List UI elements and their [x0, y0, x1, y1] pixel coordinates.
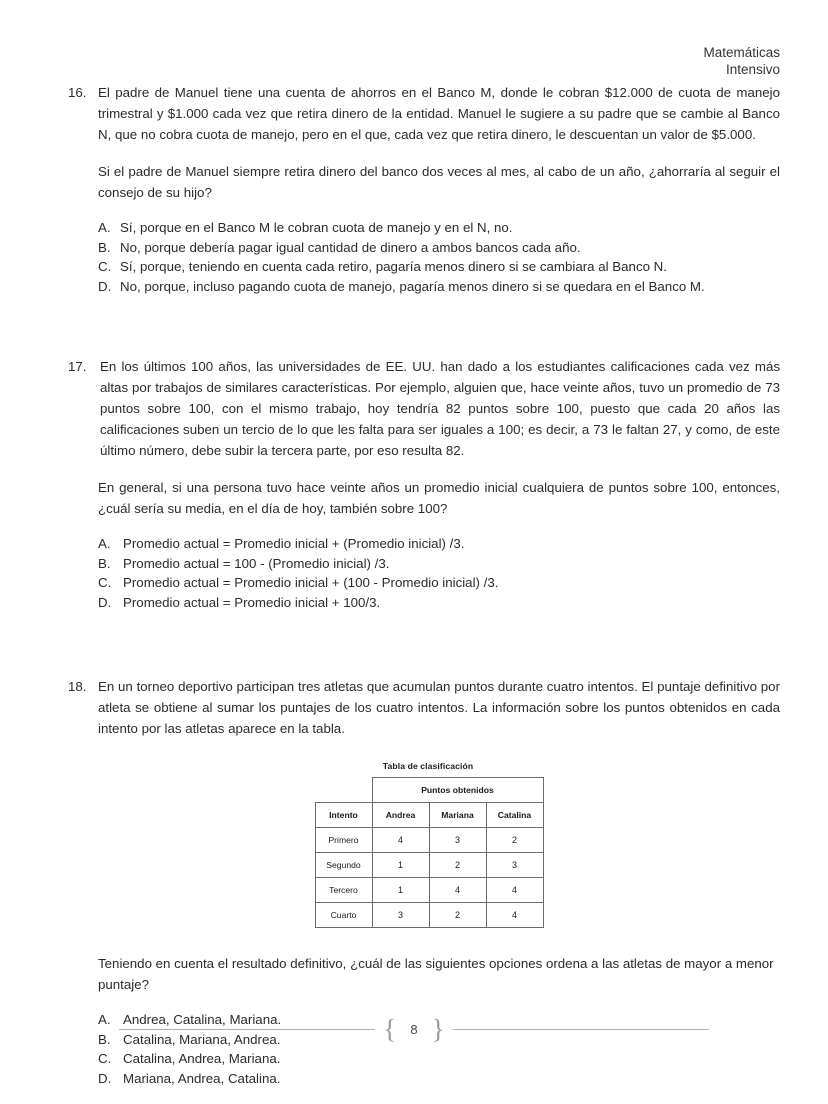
question-16-number: 16. [68, 85, 87, 100]
table-row [315, 853, 543, 878]
option-text: Promedio actual = Promedio inicial + (100 - Promedio inicial) /3. [123, 575, 499, 590]
option-item[interactable] [98, 1069, 780, 1089]
option-letter: D. [98, 1070, 112, 1086]
question-17-prompt: En general, si una persona tuvo hace veinte años un promedio inicial cualquiera de puntos sobre 100, entonces, ¿cuál sería su media, en el día de hoy, también sobre 100? [98, 480, 780, 516]
option-item[interactable] [98, 1049, 780, 1069]
option-letter: C. [98, 259, 112, 274]
option-text: Sí, porque, teniendo en cuenta cada retiro, pagaría menos dinero si se cambiara al Banco N. [120, 259, 667, 274]
table-header-athlete: Mariana [429, 803, 486, 828]
table-row-label: Cuarto [315, 903, 372, 928]
header-program: Intensivo [725, 62, 780, 77]
option-text: Promedio actual = Promedio inicial + 100/3. [123, 594, 381, 610]
question-16-stem: El padre de Manuel tiene una cuenta de ahorros en el Banco M, donde le cobran $12.000 de cuota de manejo trimestral y $1.000 cada vez que retira dinero de la entidad. Manuel le sugiere a su padre que se cambie al Banco N, que no cobra cuota de manejo, pero en el que, cada vez que retira dinero, le descuentan un valor de $5.000. [98, 85, 780, 142]
table-header-span-row [315, 778, 543, 803]
table-row [315, 828, 543, 853]
table-corner-blank [315, 778, 372, 803]
footer-rule-left [119, 1029, 375, 1030]
option-text: No, porque, incluso pagando cuota de manejo, pagaría menos dinero si se quedara en el Banco M. [120, 278, 705, 294]
page-footer [0, 1016, 828, 1043]
question-17-options [98, 534, 780, 612]
option-letter: A. [98, 536, 111, 551]
question-18-number: 18. [68, 679, 87, 694]
option-item[interactable] [98, 593, 780, 613]
question-16-stem-row [68, 82, 780, 145]
option-text: Sí, porque en el Banco M le cobran cuota de manejo y en el N, no. [120, 220, 513, 235]
option-text: Mariana, Andrea, Catalina. [123, 1070, 281, 1086]
header-subject: Matemáticas [703, 45, 780, 60]
question-17-stem: En los últimos 100 años, las universidades de EE. UU. han dado a los estudiantes calificaciones cada vez más altas por trabajos de similares características. Por ejemplo, alguien que, hace veinte años, tuvo un promedio de 73 puntos sobre 100, con el mismo trabajo, hoy tendría 82 puntos sobre 100, puesto que cada 20 años las calificaciones suben un tercio de lo que les falta para ser iguales a 100; es decir, a 73 le faltan 27, y como, de este último número, debe subir la tercera parte, por eso resulta 82. [100, 359, 780, 458]
table-cell: 4 [486, 878, 543, 903]
table-header-athlete: Andrea [372, 803, 429, 828]
document-header [703, 44, 780, 78]
table-cell: 3 [372, 903, 429, 928]
option-item[interactable] [98, 218, 780, 238]
option-letter: D. [98, 278, 112, 294]
option-text: Catalina, Andrea, Mariana. [123, 1051, 281, 1066]
table-cell: 1 [372, 878, 429, 903]
option-letter: B. [98, 1031, 111, 1047]
classification-table [315, 777, 544, 928]
table-cell: 2 [429, 903, 486, 928]
table-row [315, 878, 543, 903]
question-17-stem-row [68, 356, 780, 461]
option-item[interactable] [98, 257, 780, 277]
option-item[interactable] [98, 277, 780, 297]
option-item[interactable] [98, 534, 780, 554]
table-cell: 4 [486, 903, 543, 928]
table-cell: 2 [486, 828, 543, 853]
question-17-number: 17. [68, 359, 87, 374]
table-header-intento: Intento [315, 803, 372, 828]
left-brace-icon: { [383, 1014, 397, 1044]
table-header-row [315, 803, 543, 828]
question-spacer [68, 312, 780, 356]
table-cell: 2 [429, 853, 486, 878]
table-row-label: Primero [315, 828, 372, 853]
option-item[interactable] [98, 554, 780, 574]
question-spacer [68, 628, 780, 676]
right-brace-icon: } [431, 1014, 445, 1044]
page-content [68, 82, 780, 1104]
option-letter: A. [98, 220, 111, 235]
classification-table-title: Tabla de clasificación [382, 761, 474, 771]
table-header-athlete: Catalina [486, 803, 543, 828]
table-row-label: Tercero [315, 878, 372, 903]
question-16 [68, 82, 780, 296]
option-letter: C. [98, 1051, 112, 1066]
option-text: Catalina, Mariana, Andrea. [123, 1031, 281, 1047]
question-18-stem-row [68, 676, 780, 739]
question-18-stem: En un torneo deportivo participan tres atletas que acumulan puntos durante cuatro intentos. El puntaje definitivo por atleta se obtiene al sumar los puntajes de los cuatro intentos. La información sobre los puntos obtenidos en cada intento por las atletas aparece en la tabla. [98, 679, 780, 736]
option-letter: B. [98, 555, 111, 571]
option-letter: B. [98, 239, 111, 255]
classification-table-wrap [68, 761, 780, 928]
table-cell: 4 [372, 828, 429, 853]
table-cell: 4 [429, 878, 486, 903]
table-row-label: Segundo [315, 853, 372, 878]
option-text: Andrea, Catalina, Mariana. [123, 1012, 282, 1027]
question-16-options [98, 218, 780, 296]
question-17 [68, 356, 780, 612]
option-letter: C. [98, 575, 112, 590]
footer-rule-right [453, 1029, 709, 1030]
table-cell: 3 [429, 828, 486, 853]
option-text: Promedio actual = 100 - (Promedio inicial) /3. [123, 555, 390, 571]
footer-page-marker [375, 1016, 453, 1043]
option-item[interactable] [98, 573, 780, 593]
question-16-prompt: Si el padre de Manuel siempre retira dinero del banco dos veces al mes, al cabo de un año, ¿ahorraría al seguir el consejo de su hijo? [98, 164, 780, 200]
option-letter: D. [98, 594, 112, 610]
option-text: No, porque debería pagar igual cantidad de dinero a ambos bancos cada año. [120, 239, 581, 255]
option-text: Promedio actual = Promedio inicial + (Promedio inicial) /3. [123, 536, 465, 551]
question-18-prompt: Teniendo en cuenta el resultado definitivo, ¿cuál de las siguientes opciones ordena a las atletas de mayor a menor puntaje? [98, 956, 774, 992]
option-letter: A. [98, 1012, 111, 1027]
table-cell: 3 [486, 853, 543, 878]
option-item[interactable] [98, 238, 780, 258]
table-row [315, 903, 543, 928]
table-span-header: Puntos obtenidos [372, 778, 543, 803]
page-number: 8 [410, 1022, 418, 1037]
table-cell: 1 [372, 853, 429, 878]
